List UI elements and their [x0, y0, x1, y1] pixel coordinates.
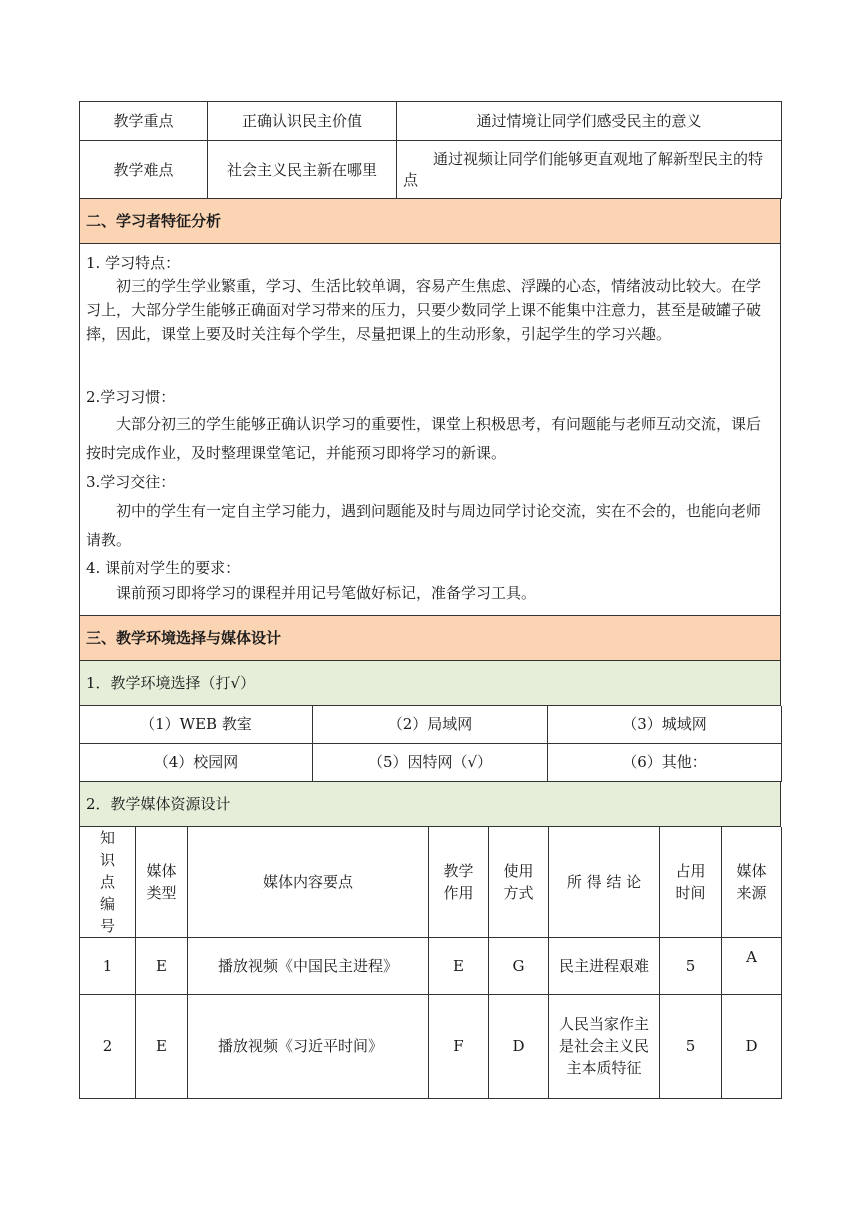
difficulty-topic: 社会主义民主新在哪里: [208, 141, 397, 199]
table-row: [80, 994, 782, 1098]
media-cell: F: [429, 994, 489, 1098]
media-header-cell: 使用方式: [489, 827, 549, 938]
environment-title: 1．教学环境选择（打√）: [80, 661, 781, 706]
learning-interaction-heading: 3.学习交往：: [86, 473, 176, 491]
media-cell: A: [722, 937, 782, 994]
media-cell: D: [722, 994, 782, 1098]
key-points-table: [79, 101, 782, 199]
media-header-cell: 占用时间: [660, 827, 722, 938]
section2-content: [80, 244, 781, 616]
media-header-cell: 媒体来源: [722, 827, 782, 938]
media-header-cell: 知识点编号: [80, 827, 136, 938]
difficulty-method: 通过视频让同学们能够更直观地了解新型民主的特点: [397, 141, 782, 199]
difficulty-label: 教学难点: [80, 141, 208, 199]
media-cell: 播放视频《习近平时间》: [188, 994, 429, 1098]
section3-title: 三、教学环境选择与媒体设计: [80, 616, 781, 661]
table-row: [80, 937, 782, 994]
media-header-cell: 教学作用: [429, 827, 489, 938]
learning-habits-text: 大部分初三的学生能够正确认识学习的重要性，课堂上积极思考，有问题能与老师互动交流，课后按时完成作业，及时整理课堂笔记，并能预习即将学习的新课。: [86, 415, 762, 462]
learner-analysis-table: [79, 199, 781, 706]
env-option: （5）因特网（√）: [313, 743, 548, 781]
media-cell: E: [136, 994, 188, 1098]
media-resource-table: [79, 827, 782, 1099]
media-cell: E: [429, 937, 489, 994]
env-option: （3）城域网: [548, 706, 782, 743]
focus-topic: 正确认识民主价值: [208, 102, 397, 141]
focus-method: 通过情境让同学们感受民主的意义: [397, 102, 782, 141]
media-cell: 民主进程艰难: [549, 937, 660, 994]
media-cell: 播放视频《中国民主进程》: [188, 937, 429, 994]
env-option: （4）校园网: [80, 743, 313, 781]
media-cell: 5: [660, 994, 722, 1098]
media-cell: 1: [80, 937, 136, 994]
pre-class-requirements-heading: 4. 课前对学生的要求：: [86, 559, 241, 577]
media-cell: 人民当家作主是社会主义民主本质特征: [549, 994, 660, 1098]
env-option: （2）局域网: [313, 706, 548, 743]
media-title-table: [79, 782, 781, 827]
focus-label: 教学重点: [80, 102, 208, 141]
env-option: （6）其他：: [548, 743, 782, 781]
environment-options-table: [79, 706, 782, 782]
media-cell: D: [489, 994, 549, 1098]
section2-title: 二、学习者特征分析: [80, 199, 781, 244]
media-cell: 2: [80, 994, 136, 1098]
media-header-cell: 媒体内容要点: [188, 827, 429, 938]
media-header-cell: 所 得 结 论: [549, 827, 660, 938]
media-cell: 5: [660, 937, 722, 994]
document-page: [79, 101, 781, 1099]
learning-features-text: 初三的学生学业繁重，学习、生活比较单调，容易产生焦虑、浮躁的心态，情绪波动比较大。在学习上，大部分学生能够正确面对学习带来的压力，只要少数同学上课不能集中注意力，甚至是破罐子破摔，因此，课堂上要及时关注每个学生，尽量把课上的生动形象，引起学生的学习兴趣。: [86, 277, 762, 343]
learning-habits-heading: 2.学习习惯：: [86, 388, 176, 406]
media-cell: G: [489, 937, 549, 994]
env-option: （1）WEB 教室: [80, 706, 313, 743]
media-cell: E: [136, 937, 188, 994]
learning-features-heading: 1. 学习特点：: [86, 254, 181, 272]
media-design-title: 2．教学媒体资源设计: [80, 782, 781, 827]
pre-class-requirements-text: 课前预习即将学习的课程并用记号笔做好标记，准备学习工具。: [116, 584, 537, 602]
media-header-cell: 媒体类型: [136, 827, 188, 938]
learning-interaction-text: 初中的学生有一定自主学习能力，遇到问题能及时与周边同学讨论交流，实在不会的，也能向老师请教。: [86, 502, 762, 549]
